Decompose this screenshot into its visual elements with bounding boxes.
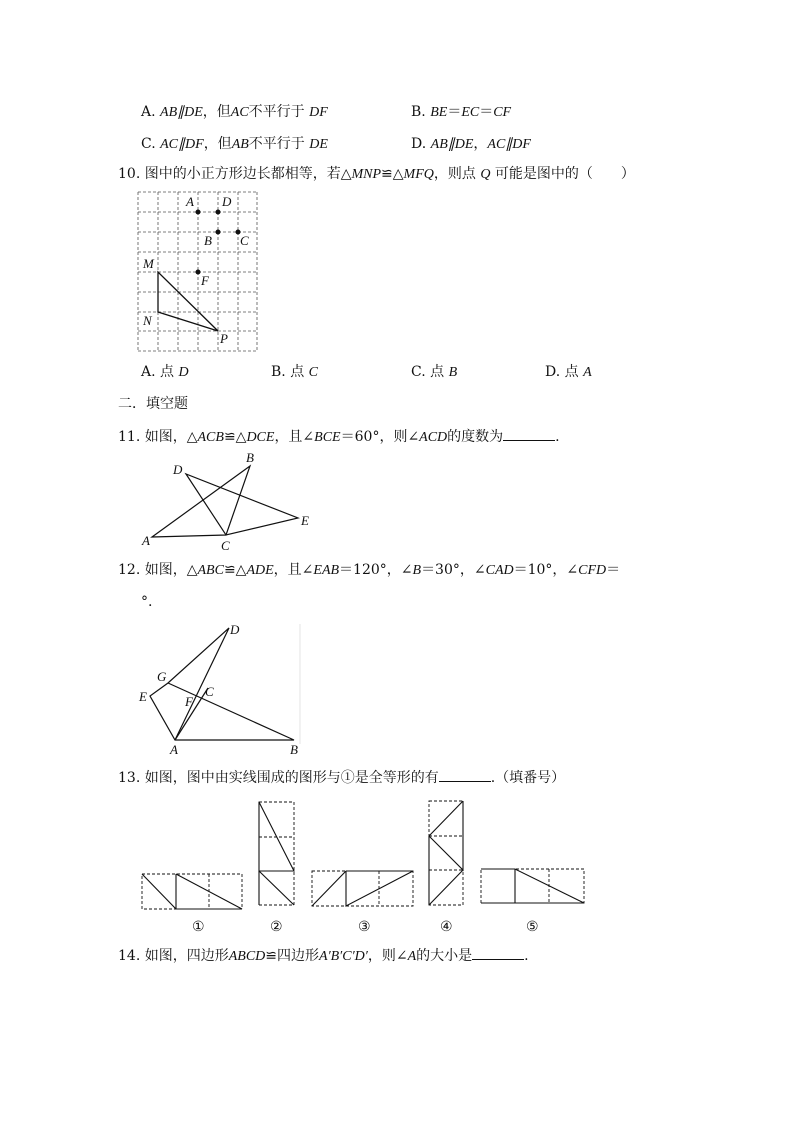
stem-text: 10. 图中的小正方形边长都相等，若△ [118, 166, 352, 182]
stem-text: 可能是图中的（ ） [494, 166, 635, 182]
quad-name: ABCD [228, 949, 266, 964]
shape-4 [429, 801, 463, 905]
stem-text: . [524, 948, 529, 964]
label-a: A [170, 742, 178, 757]
angle-name: ACD [419, 430, 448, 445]
label-b: B [290, 742, 298, 757]
stem-text: 11. 如图，△ [118, 429, 198, 445]
option-text: ＝ [447, 104, 462, 120]
stem-text: ＝120°，∠ [339, 562, 413, 578]
option-point: C [308, 365, 318, 380]
option-label: A. 点 [141, 364, 175, 380]
option-text: DE [309, 137, 328, 152]
label-e: E [139, 689, 147, 704]
option-text: AB∥DE [160, 105, 203, 120]
label-b: B [204, 233, 212, 248]
option-text: CF [493, 105, 512, 120]
label-a: A [142, 533, 150, 548]
stem-text: 12. 如图，△ [118, 562, 198, 578]
option-text: AC [230, 105, 249, 120]
shape-2 [259, 802, 294, 905]
label-3: ③ [358, 920, 371, 935]
stem-text: ＝30°，∠ [421, 562, 486, 578]
angle-name: A [407, 949, 417, 964]
option-text: AC∥DF [487, 137, 531, 152]
label-m: M [143, 256, 154, 271]
triangle-name: ACB [197, 430, 224, 445]
option-point: B [448, 365, 458, 380]
q14-stem [118, 946, 529, 966]
label-g: G [157, 669, 167, 684]
label-f: F [201, 273, 209, 288]
stem-text: ，则点 [433, 166, 476, 182]
angle-name: B [412, 563, 422, 578]
option-text: 不平行于 [248, 136, 305, 152]
stem-text: ＝ [606, 562, 621, 578]
stem-text: .（填番号） [490, 770, 566, 786]
stem-text: 14. 如图，四边形 [118, 948, 229, 964]
option-label: C. 点 [411, 364, 445, 380]
stem-text: ，则∠ [367, 948, 408, 964]
angle-name: BCE [314, 430, 341, 445]
label-2: ② [270, 920, 283, 935]
triangle-name: ABC [197, 563, 224, 578]
option-text: ，但 [203, 136, 232, 152]
option-label: C. [141, 136, 156, 152]
label-c: C [240, 233, 249, 248]
shape-1 [142, 874, 242, 909]
stem-text: 的大小是 [416, 948, 473, 964]
option-text: 不平行于 [248, 104, 305, 120]
stem-text: 13. 如图，图中由实线围成的图形与①是全等形的有 [118, 770, 439, 786]
option-label: A. [141, 104, 156, 120]
label-1: ① [192, 920, 205, 935]
label-a: A [186, 194, 194, 209]
triangle-name: MFQ [403, 167, 434, 182]
option-text: AB [231, 137, 249, 152]
stem-text: ，且∠ [274, 429, 315, 445]
label-d: D [230, 622, 240, 637]
stem-text: . [555, 429, 560, 445]
option-label: D. 点 [545, 364, 579, 380]
label-4: ④ [440, 920, 453, 935]
label-p: P [220, 331, 228, 346]
option-text: AC∥DF [160, 137, 204, 152]
option-point: D [178, 365, 189, 380]
triangle-name: MNP [351, 167, 382, 182]
label-e: E [301, 513, 309, 528]
option-label: D. [411, 136, 427, 152]
shape-3 [312, 871, 413, 906]
angle-name: CFD [578, 563, 607, 578]
option-text: ＝ [479, 104, 494, 120]
angle-name: CAD [485, 563, 514, 578]
stem-text: ，且∠ [273, 562, 314, 578]
label-d: D [222, 194, 232, 209]
option-label: B. 点 [271, 364, 305, 380]
point-name: Q [480, 167, 491, 182]
option-point: A [583, 365, 592, 380]
option-text: ，但 [202, 104, 231, 120]
option-text: BE [430, 105, 448, 120]
section-title: 二．填空题 [118, 396, 188, 412]
label-5: ⑤ [526, 920, 539, 935]
triangle-name: ADE [246, 563, 274, 578]
shape-5 [481, 869, 584, 903]
q12-stem-line2: °. [141, 594, 153, 610]
stem-text: ≌△ [381, 166, 404, 182]
answer-blank [472, 946, 524, 960]
option-text: DF [309, 105, 328, 120]
triangle-name: DCE [246, 430, 275, 445]
stem-text: ≌△ [223, 429, 247, 445]
label-f: F [185, 694, 193, 709]
option-label: B. [411, 104, 426, 120]
option-text: ， [473, 136, 488, 152]
label-n: N [143, 313, 152, 328]
stem-text: ≌△ [223, 562, 247, 578]
option-text: AB∥DE [430, 137, 474, 152]
stem-text: ＝60°，则∠ [340, 429, 420, 445]
stem-text: ＝10°，∠ [513, 562, 579, 578]
stem-text: ≌四边形 [265, 948, 320, 964]
label-b: B [246, 450, 254, 465]
label-c: C [205, 684, 214, 699]
quad-name: A′B′C′D′ [319, 949, 368, 964]
stem-text: 的度数为 [447, 429, 504, 445]
label-c: C [221, 538, 230, 553]
option-text: EC [461, 105, 480, 120]
label-d: D [173, 462, 183, 477]
angle-name: EAB [313, 563, 340, 578]
